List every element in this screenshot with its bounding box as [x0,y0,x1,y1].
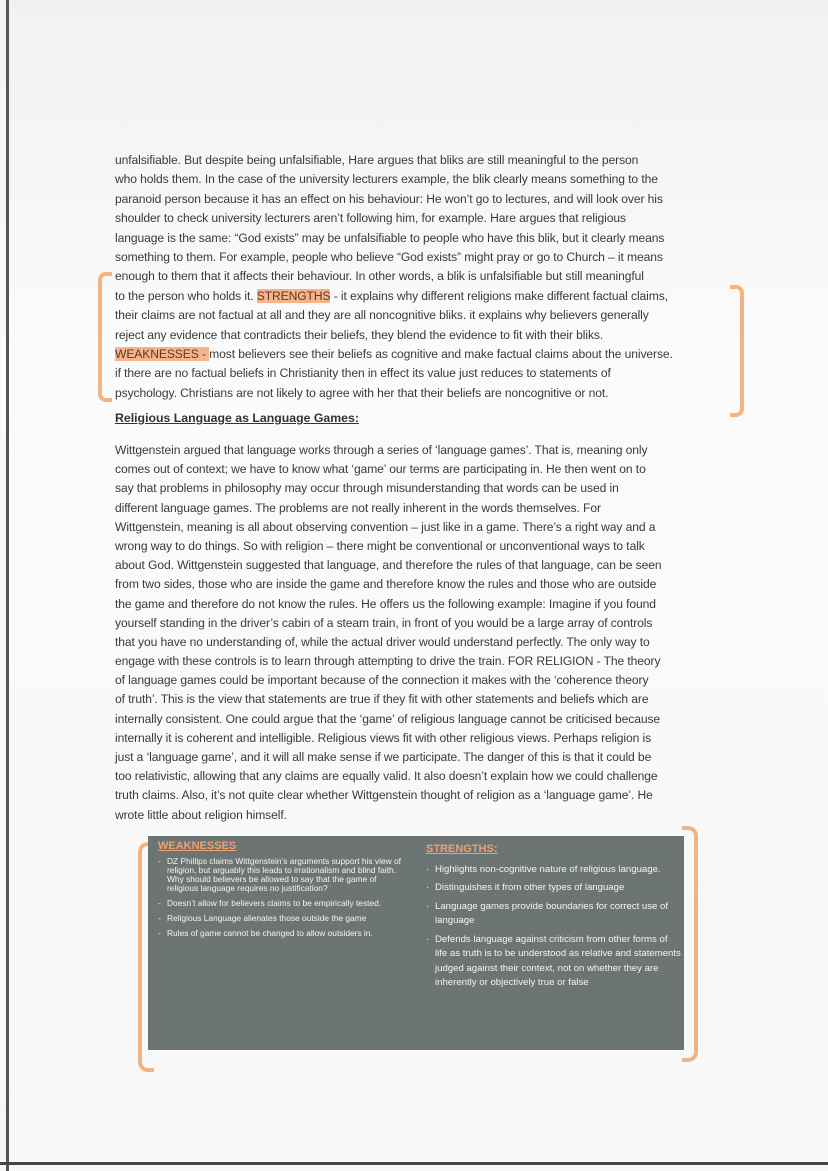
text: - it explains why different religions make different factual claims, [330,288,668,303]
text-line: just a ‘language game’, and it will all make sense if we participate. The danger of this is that it could be [115,750,652,764]
strengths-column [426,842,681,995]
strengths-title: STRENGTHS: [426,843,498,855]
section-heading: Religious Language as Language Games: [115,411,359,425]
text-line: who holds them. In the case of the university lecturers example, the blik clearly means something to the [115,172,658,187]
text-line: Wittgenstein argued that language works through a series of ‘language games’. That is, meaning only [115,443,648,457]
text: to the person who holds it. [115,288,257,303]
text-line: paranoid person because it has an effect on his behaviour: He won’t go to lectures, and will look over his [115,191,663,206]
strengths-highlight: STRENGTHS [256,288,331,303]
list-item: · Highlights non-cognitive nature of religious language. [426,863,681,878]
text-line: yourself standing in the driver’s cabin of a steam train, in front of you would be a large array of controls [115,615,653,630]
list-item: - DZ Phillips claims Wittgenstein’s arguments support his view of religion, but arguably this leads to irrationalism and blind faith. Why should believers be allowed to say that the game of religious language requires no justification? [158,857,408,893]
list-item: · Distinguishes it from other types of language [426,881,681,896]
text-line: something to them. For example, people who believe “God exists” might pray or go to Church – it means [115,249,663,264]
text-line: of truth’. This is the view that statements are true if they fit with other statements and beliefs which are [115,692,649,707]
text-line: wrong way to do things. So with religion – there might be conventional or unconventional ways to talk [115,538,645,553]
orange-bracket-box-right [682,826,698,1062]
text-line: too relativistic, allowing that any claims are equally valid. It also doesn’t explain how we could challenge [115,769,658,784]
text-line: the game and therefore do not know the rules. He offers us the following example: Imagine if you found [115,596,656,611]
text-line: engage with these controls is to learn through attempting to drive the train. FOR RELIGION - The theory [115,654,661,669]
list-item: · Language games provide boundaries for correct use of language [426,900,681,929]
scan-edge-left [6,0,9,1171]
text-line: different language games. The problems are not really inherent in the words themselves. For [115,500,601,515]
text-line [115,345,745,364]
text-line: internally it is coherent and intelligible. Religious views fit with other religious views. Perhaps religion is [115,730,652,745]
list-item: - Doesn’t allow for believers claims to be empirically tested. [158,899,408,908]
text-line: unfalsifiable. But despite being unfalsifiable, Hare argues that bliks are still meaningful to the person [115,153,639,167]
text-line: their claims are not factual at all and they are all noncognitive bliks. it explains why believers generally [115,308,649,323]
text-line: comes out of context; we have to know what ‘game’ our terms are participating in. He then went on to [115,462,646,477]
text-line: of language games could be important because of the connection it makes with the ‘coherence theory [115,673,649,688]
text-line: that you have no understanding of, while the actual driver would understand perfectly. The only way to [115,634,650,649]
text-line: language is the same: “God exists” may be unfalsifiable to people who have this blik, but it clearly means [115,230,665,245]
text-line: say that problems in philosophy may occur through misunderstanding that words can be used in [115,481,619,496]
text-line: enough to them that it affects their behaviour. In other words, a blik is unfalsifiable but still meaningful [115,269,644,284]
text-line: shoulder to check university lecturers aren’t following him, for example. Hare argues that religious [115,211,626,226]
text-line: truth claims. Also, it’s not quite clear whether Wittgenstein thought of religion as a ‘language game’. He [115,788,653,803]
paragraph-hare-bliks [115,151,745,403]
text-line: from two sides, those who are inside the game and therefore know the rules and those who are outside [115,577,657,592]
summary-box [148,836,684,1050]
text: most believers see their beliefs as cognitive and make factual claims about the universe. [209,346,673,361]
paragraph-language-games [115,441,745,825]
scan-edge-bottom [0,1162,828,1165]
text-line: about God. Wittgenstein suggested that language, and therefore the rules of that language, can be seen [115,558,662,573]
text-line: reject any evidence that contradicts their beliefs, they blend the evidence to fit with their bliks. [115,327,604,342]
text-line: wrote little about religion himself. [115,807,287,822]
weaknesses-column [158,842,408,944]
orange-bracket-left [98,272,112,402]
text-line: Wittgenstein, meaning is all about observing convention – just like in a game. There’s a right way and a [115,519,656,534]
list-item: - Rules of game cannot be changed to allow outsiders in. [158,929,408,938]
text-line: internally consistent. One could argue that the ‘game’ of religious language cannot be criticised because [115,711,661,726]
text-line [115,287,745,306]
list-item: - Religious Language alienates those outside the game [158,914,408,923]
text-line: if there are no factual beliefs in Christianity then in effect its value just reduces to statements of [115,366,611,381]
text-line: psychology. Christians are not likely to agree with her that their beliefs are noncognitive or not. [115,385,609,400]
weaknesses-title: WEAKNESSES [158,840,237,852]
weaknesses-highlight: WEAKNESSES - [115,346,210,361]
list-item: · Defends language against criticism from other forms of life as truth is to be understood as relative and statements judged against their context, not on whether they are inherently or objectively true or false [426,933,681,991]
